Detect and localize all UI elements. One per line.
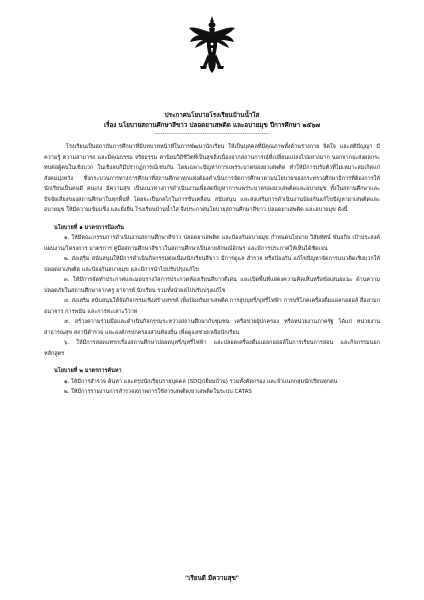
policy-2-item-2: ๒. ให้มีการรายงานการสำรวจสภาพการใช้สารเสพติด/ยาเสพติดในระบบ CATAS (64, 389, 252, 395)
policy-1-item-6: ๖. ให้มีการสอดแทรกเรื่องสถานศึกษาปลอดบุหรี่/บุหรี่ไฟฟ้า และปลอดเครื่องดื่มแอลกอฮอล์ในการเรียนการสอน และกิจกรรมนอกหลักสูตร (44, 340, 380, 357)
policy-1-item-2: ๒. ส่งเสริม สนับสนุนให้มีการดำเนินกิจกรรมต่อเนื่องนักเรียนสีขาว มีการดูแล สำรวจ หรือป้องกัน แก้ไขปัญหาจัดการแนวคิดเชิงบวกให้ปลอดยาเสพติด และป้องกันอบายมุข และมีการนำไปปรับปรุงแก้ไข (44, 256, 380, 273)
policy-1-item-1: ๑. ให้มีคณะกรรมการดำเนินงานสถานศึกษาสีขาว ปลอดยาเสพติด และป้องกันอบายมุข กำหนดนโยบาย วิสัยทัศน์ พันธกิจ เป้าประสงค์ แผนงาน/โครงการ มาตรการ คู่มือสถานศึกษาสีขาวในสถานศึกษาเป็นลายลักษณ์อักษร และมีการประกาศให้เห็นได้ชัดเจน (44, 235, 380, 252)
title-separator: ------------------------------------------------------- (154, 131, 270, 137)
policy-1-heading: นโยบายที่ ๑ มาตรการป้องกัน (54, 224, 124, 231)
policy-1-item-5: ๕. สร้างความร่วมมือและดำเนินกิจกรรมระหว่างสถานศึกษากับชุมชน เครือข่ายผู้ปกครอง หรือหน่วยงานภาครัฐ ได้แก่ หน่วยงานสาธารณสุข สถานีตำรวจ และองค์กรปกครองส่วนท้องถิ่น เพื่อดูแลช่วยเหลือนักเรียน (44, 319, 380, 336)
document-subject: เรื่อง นโยบายสถานศึกษาสีขาว ปลอดยาเสพติด และอบายมุข ปีการศึกษา ๒๕๖๗ (103, 122, 321, 129)
policy-2-heading: นโยบายที่ ๒ มาตรการค้นหา (54, 368, 122, 374)
policy-1-item-3: ๓. ให้มีการจัดทำประกาศและมอบรางวัลการประกวดห้องเรียนสีขาวดีเด่น และเปิดพื้นที่แสดงความคิดเห็นหรือข้อเสนอแนะ ด้านความปลอดภัยในสถานศึกษาจากครู อาจารย์ นักเรียน รวมทั้งนำผลไปปรับปรุงแก้ไข (44, 277, 380, 294)
document-title: ประกาศนโยบายโรงเรียนบ้านน้ำใส (164, 112, 260, 119)
school-motto: "เรียนดี มีความสุข" (184, 575, 240, 582)
garuda-emblem-icon (187, 14, 237, 74)
policy-2-item-1: ๑. ให้มีการสำรวจ ค้นหา และสรุปนักเรียนรายบุคคล (SDQ/เยี่ยมบ้าน) รวมทั้งคัดกรอง และจำแนกกลุ่มนักเรียนทุกคน (64, 378, 338, 385)
document-body (44, 142, 380, 398)
intro-paragraph: โรงเรียนเป็นสถาบันการศึกษาที่มีบทบาทหน้าที่ในการพัฒนานักเรียน ให้เป็นบุคคลที่มีคุณภาพทั้งด้านร่างกาย จิตใจ และสติปัญญา มีความรู้ ความสามารถ และมีคุณธรรม จริยธรรม ค่านิยมวิถีชีวิตที่เป็นสุขสิ่งเนื่องจากสถานการณ์ที่เปลี่ยนแปลงไปอย่างมาก นอกจากจะส่งผลกระทบต่อผู้คนในเชิงบวก ในเชิงลบก็มีปรากฏการณ์เช่นกัน โดยเฉพาะปัญหาการแพร่ระบาดของยาเสพติด ทำให้มีการปรับตัวที่ไม่เหมาะสมเกิดแก่สังคมมุ่งหวัง ซึ่งกระบวนการทางการศึกษาที่สถานศึกษาทุกแห่งต้องดำเนินการจัดการศึกษาตามนโยบายของกระทรวงศึกษาธิการที่ต้องการให้นักเรียนเป็นคนดี คนเก่ง มีความสุข เป็นแนวทางการดำเนินงานเพื่อลดปัญหาการแพร่ระบาดของยาเสพติดและอบายมุข ทั้งในสถานศึกษาและปัจจัยเสี่ยงของสถานศึกษาในทุกพื้นที่ โดยจะเป็นกลไกในการขับเคลื่อน สนับสนุน และส่งเสริมการดำเนินงานป้องกันแก้ไขปัญหายาเสพติดและอบายมุข ให้มีความเข้มแข็ง และยั่งยืน โรงเรียนบ้านน้ำใส จึงประกาศนโยบายสถานศึกษาสีขาว ปลอดยาเสพติด และอบายมุข ดังนี้ (44, 144, 380, 213)
policy-1-item-4: ๔. ส่งเสริม สนับสนุนให้จัดกิจกรรมเชิงสร้างสรรค์ เพื่อป้องกันยาเสพติด การสูบบุหรี่/บุหรี่ไฟฟ้า การบริโภคเครื่องดื่มแอลกอฮอล์ สื่อลามก อนาจาร การพนัน และการทะเลาะวิวาท (44, 298, 380, 315)
